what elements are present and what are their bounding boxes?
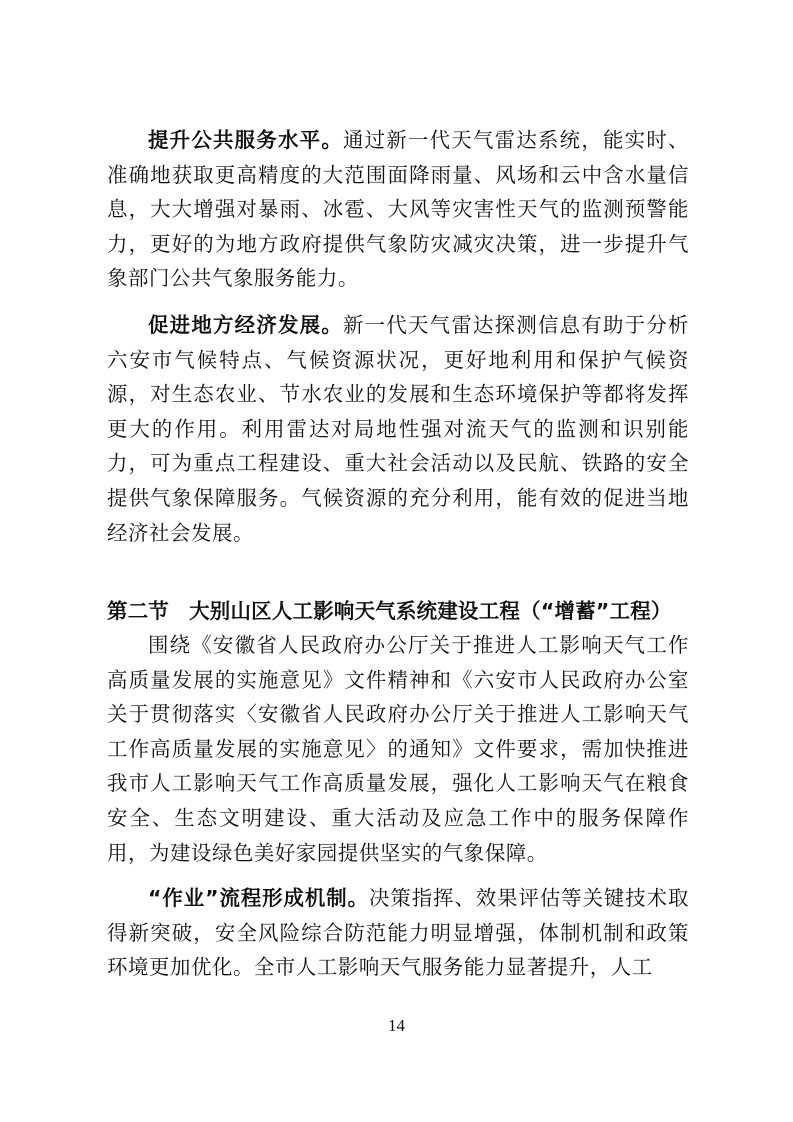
paragraph-text [107, 308, 689, 550]
paragraph-operation-mechanism [107, 881, 689, 985]
paragraph-body: 围绕《安徽省人民政府办公厅关于推进人工影响天气工作高质量发展的实施意见》文件精神和《六安市人民政府办公室关于贯彻落实〈安徽省人民政府办公厅关于推进人工影响天气工作高质量发展的实施意见〉的通知》文件要求，需加快推进我市人工影响天气工作高质量发展，强化人工影响天气在粮食安全、生态文明建设、重大活动及应急工作中的服务保障作用，为建设绿色美好家园提供坚实的气象保障。 [107, 633, 689, 865]
paragraph-local-economy [107, 308, 689, 550]
section-heading [107, 594, 707, 628]
paragraph-body: 通过新一代天气雷达系统，能实时、准确地获取更高精度的大范围面降雨量、风场和云中含水量信息，大大增强对暴雨、冰雹、大风等灾害性天气的监测预警能力，更好的为地方政府提供气象防灾减灾决策，进一步提升气象部门公共气象服务能力。 [107, 128, 689, 291]
paragraph-public-service [107, 123, 689, 296]
paragraph-text [107, 628, 689, 870]
paragraph-lead: 提升公共服务水平。 [148, 128, 343, 152]
paragraph-intro [107, 628, 689, 870]
section-title: 大别山区人工影响天气系统建设工程（“增蓄”工程） [189, 599, 672, 623]
paragraph-body: 决策指挥、效果评估等关键技术取得新突破，安全风险综合防范能力明显增强，体制机制和政策环境更加优化。全市人工影响天气服务能力显著提升，人工 [107, 886, 690, 980]
paragraph-text [107, 881, 689, 985]
page-number: 14 [388, 1016, 405, 1035]
section-number: 第二节 [107, 599, 170, 623]
paragraph-lead: 促进地方经济发展。 [148, 313, 343, 337]
paragraph-lead: “作业”流程形成机制。 [148, 886, 369, 910]
paragraph-text [107, 123, 689, 296]
paragraph-body: 新一代天气雷达探测信息有助于分析六安市气候特点、气候资源状况，更好地利用和保护气候资源，对生态农业、节水农业的发展和生态环境保护等都将发挥更大的作用。利用雷达对局地性强对流天气的监测和识别能力，可为重点工程建设、重大社会活动以及民航、铁路的安全提供气象保障服务。气候资源的充分利用，能有效的促进当地经济社会发展。 [107, 313, 689, 545]
